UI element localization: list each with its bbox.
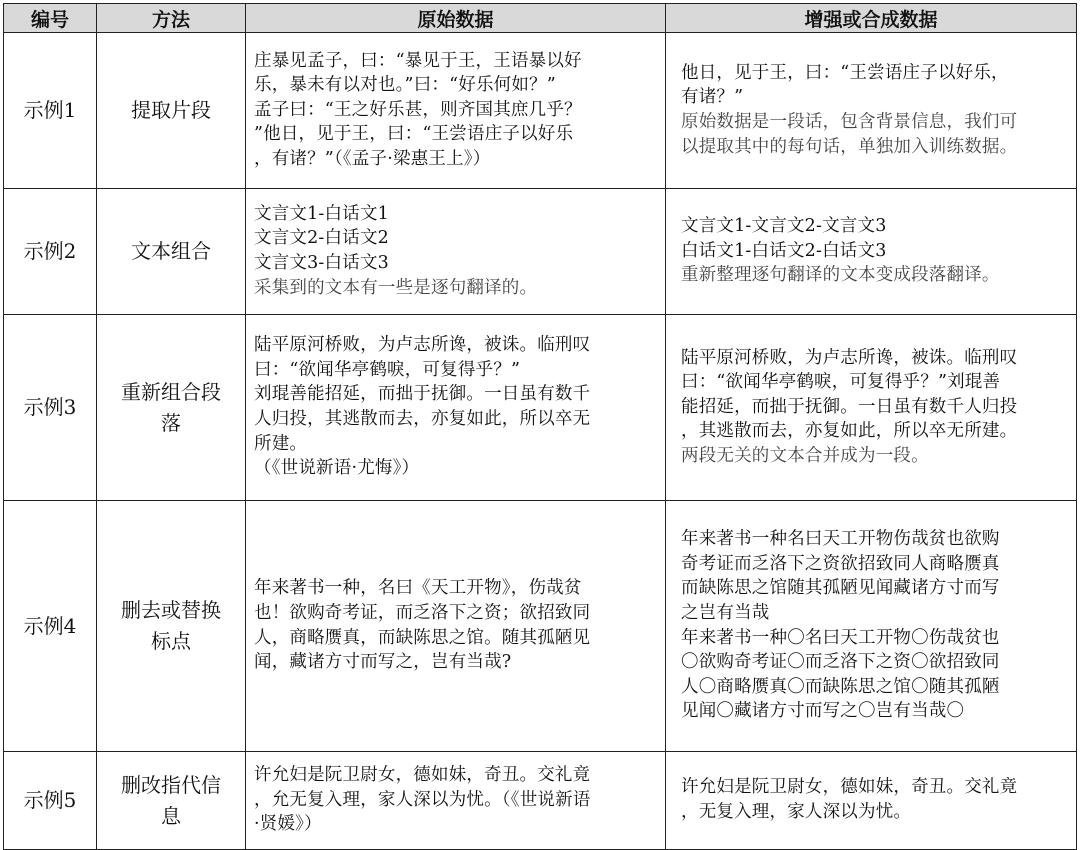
augmented-line: 能招延，而拙于抚御。一日虽有数千人归投 — [681, 396, 1018, 417]
original-line: （《世说新语·尤悔》） — [254, 458, 420, 479]
original-line: 乐，暴未有以对也。”曰：“好乐何如？” — [254, 75, 556, 96]
original-note: 采集到的文本有一些是逐句翻译的。 — [254, 277, 538, 298]
augmented-cell — [666, 33, 1077, 189]
method-line: 删改指代信 — [121, 772, 221, 797]
augmented-note: 两段无关的文本合并成为一段。 — [681, 445, 929, 466]
augmented-line: 白话文1-白话文2-白话文3 — [681, 240, 887, 261]
table-header-row — [4, 4, 1077, 33]
augmented-line: ，无复入理，家人深以为忧。 — [681, 802, 912, 822]
document — [3, 3, 1076, 850]
header-method: 方法 — [97, 4, 246, 33]
header-augmented: 增强或合成数据 — [666, 4, 1077, 33]
header-original: 原始数据 — [246, 4, 666, 33]
original-line: 人归投，其逃散而去，亦复如此，所以卒无 — [254, 409, 591, 429]
augmentation-table — [3, 3, 1077, 850]
method-line: 标点 — [151, 629, 191, 653]
augmented-note: 重新整理逐句翻译的文本变成段落翻译。 — [681, 265, 1000, 286]
row-method — [97, 501, 246, 752]
original-cell — [246, 752, 666, 850]
method-line: 落 — [161, 410, 181, 435]
original-line: ”他日，见于王，曰：“王尝语庄子以好乐 — [254, 124, 574, 145]
augmented-line: 他日，见于王，曰：“王尝语庄子以好乐， — [681, 62, 1009, 83]
row-id: 示例1 — [4, 33, 97, 189]
original-line: 年来著书一种，名曰《天工开物》，伤哉贫 — [254, 578, 582, 599]
table-row — [4, 33, 1077, 189]
table-row — [4, 315, 1077, 501]
row-id: 示例3 — [4, 315, 97, 501]
augmented-note: 原始数据是一段话，包含背景信息，我们可 — [681, 112, 1018, 132]
table-row — [4, 189, 1077, 315]
augmented-cell — [666, 752, 1077, 850]
original-line: ，允无复入理，家人深以为忧。（《世说新语 — [254, 789, 591, 810]
original-cell — [246, 33, 666, 189]
augmented-cell — [666, 315, 1077, 501]
row-id: 示例5 — [4, 752, 97, 850]
augmented-cell — [666, 189, 1077, 315]
original-line: 许允妇是阮卫尉女，德如妹，奇丑。交礼竟 — [254, 765, 591, 786]
original-line: 人，商略赝真，而缺陈思之馆。随其孤陋见 — [254, 627, 591, 648]
original-line: 闻，藏诸方寸而写之，岂有当哉? — [254, 652, 512, 673]
original-line: 孟子曰：“王之好乐甚，则齐国其庶几乎？ — [254, 99, 582, 120]
method-line: 提取片段 — [131, 98, 211, 122]
augmented-line: 文言文1-文言文2-文言文3 — [681, 216, 887, 237]
original-line: 文言文1-白话文1 — [254, 203, 389, 224]
original-cell — [246, 189, 666, 315]
original-line: 文言文2-白话文2 — [254, 228, 389, 249]
augmented-line: 人〇商略赝真〇而缺陈思之馆〇随其孤陋 — [681, 676, 1000, 697]
header-id: 编号 — [4, 4, 97, 33]
augmented-line: 见闻〇藏诸方寸而写之〇岂有当哉〇 — [681, 701, 965, 722]
row-id: 示例2 — [4, 189, 97, 315]
augmented-line: 有诸？” — [681, 87, 744, 108]
augmented-line: 奇考证而乏洛下之资欲招致同人商略赝真 — [681, 553, 1000, 574]
augmented-line: 而缺陈思之馆随其孤陋见闻藏诸方寸而写 — [681, 578, 1000, 599]
augmented-line: ，其逃散而去，亦复如此，所以卒无所建。 — [681, 421, 1018, 442]
original-line: 刘琨善能招延，而拙于抚御。一日虽有数千 — [254, 384, 591, 405]
row-method — [97, 752, 246, 850]
original-line: ，有诸？”（《孟子·梁惠王上》） — [254, 148, 491, 169]
original-line: 文言文3-白话文3 — [254, 253, 389, 273]
augmented-line: 年来著书一种名曰天工开物伤哉贫也欲购 — [681, 529, 1000, 550]
original-line: ·贤媛》） — [254, 814, 322, 835]
original-cell — [246, 501, 666, 752]
table-row — [4, 752, 1077, 850]
original-line: 曰：“欲闻华亭鹤唳，可复得乎？” — [254, 359, 521, 380]
original-line: 所建。 — [254, 433, 308, 454]
row-method — [97, 315, 246, 501]
original-cell — [246, 315, 666, 501]
method-line: 重新组合段 — [121, 379, 221, 404]
augmented-line: 〇欲购奇考证〇而乏洛下之资〇欲招致同 — [681, 652, 1000, 673]
row-id: 示例4 — [4, 501, 97, 752]
augmented-line: 陆平原河桥败，为卢志所谗，被诛。临刑叹 — [681, 347, 1018, 368]
original-line: 陆平原河桥败，为卢志所谗，被诛。临刑叹 — [254, 335, 591, 356]
method-line: 息 — [161, 803, 181, 828]
augmented-cell — [666, 501, 1077, 752]
original-line: 庄暴见孟子，曰：“暴见于王，王语暴以好 — [254, 50, 582, 71]
augmented-line: 年来著书一种〇名曰天工开物〇伤哉贫也 — [681, 627, 1000, 648]
method-line: 删去或替换 — [121, 598, 221, 622]
row-method — [97, 189, 246, 315]
augmented-line: 曰：“欲闻华亭鹤唳，可复得乎？”刘琨善 — [681, 372, 1001, 393]
augmented-line: 之岂有当哉 — [681, 602, 770, 623]
augmented-note: 以提取其中的每句话，单独加入训练数据。 — [681, 136, 1018, 157]
row-method — [97, 33, 246, 189]
table-row — [4, 501, 1077, 752]
original-line: 也！欲购奇考证，而乏洛下之资；欲招致同 — [254, 602, 591, 623]
augmented-line: 许允妇是阮卫尉女，德如妹，奇丑。交礼竟 — [681, 777, 1018, 798]
method-line: 文本组合 — [131, 239, 211, 263]
